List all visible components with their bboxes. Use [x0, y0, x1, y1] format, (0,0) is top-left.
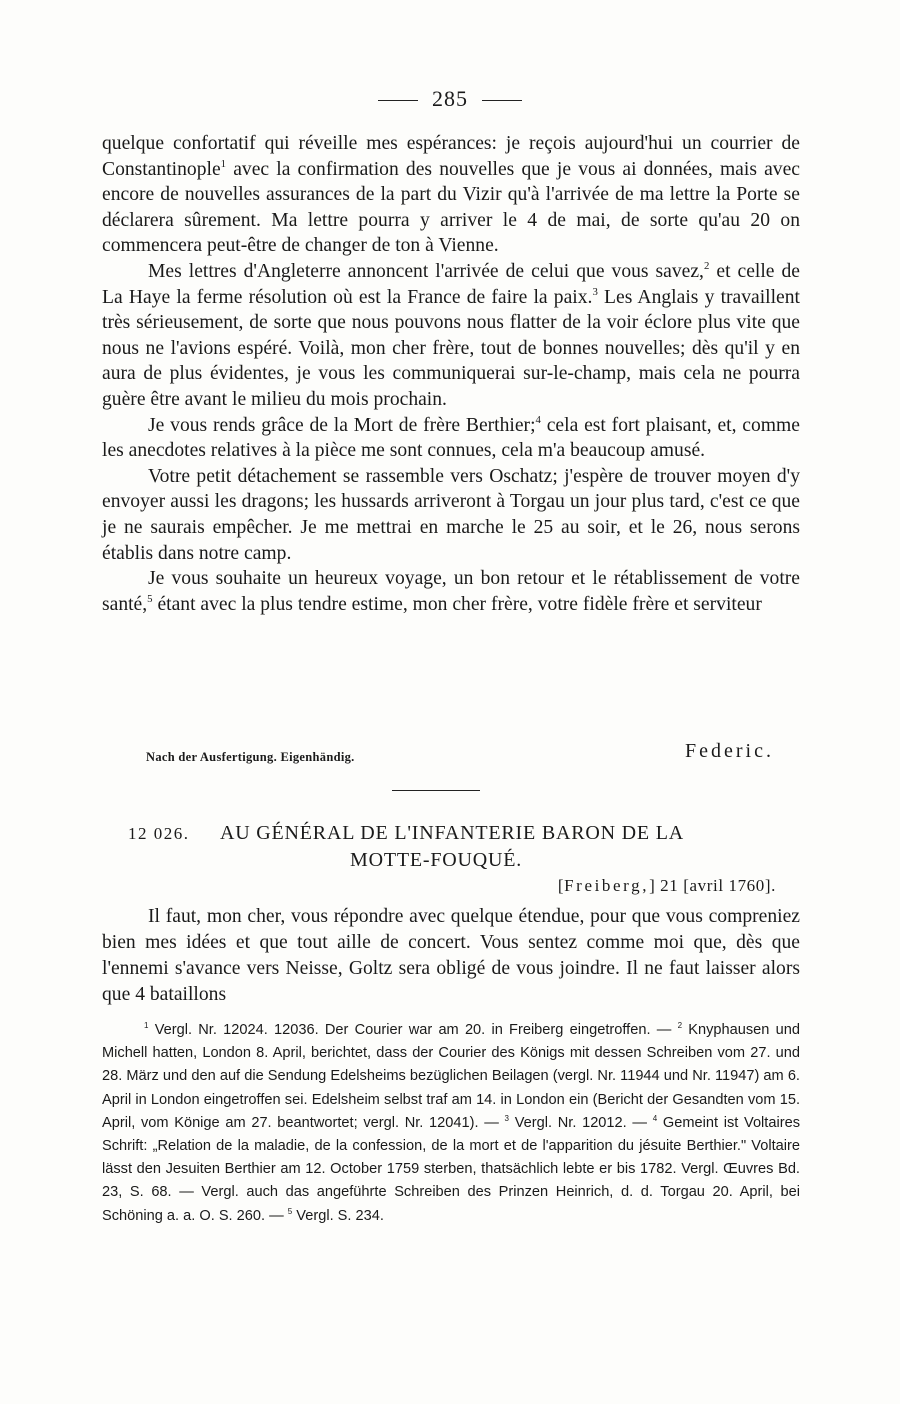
footnote-marker-3: 3: [504, 1113, 510, 1123]
footnote-marker-4: 4: [652, 1113, 658, 1123]
paragraph-4: Votre petit détachement se rassemble vers Oschatz; j'espère de trouver moyen d'y envoyer aussi les dragons; les hussards arriveront à Torgau un jour plus tard, c'est ce que je ne saurais empêcher. Je me mettrai en marche le 25 au soir, et le 26, nous serons établis dans notre camp.: [102, 465, 800, 564]
footnote-4-text: Gemeint ist Voltaires Schrift: „Relation de la maladie, de la confession, de la mort et de l'apparition du jésuite Berthier." Voltaire lässt den Jesuiten Berthier am 12. October 1759 sterben, thatsächlich lebte er bis 1782. Vergl. Œuvres Bd. 23, S. 68. — Vergl. auch das angeführte Schreiben des Prinzen Heinrich, d. d. Torgau 20. April, bei Schöning a. a. O. S. 260. —: [102, 1114, 800, 1224]
footnote-block: [102, 1019, 800, 1228]
footnote-ref-4: 4: [535, 413, 541, 426]
signature: Federic.: [685, 740, 774, 762]
paragraph-5: [102, 566, 800, 617]
letter-dateline: [558, 876, 776, 896]
footnote-2-text: Knyphausen und Michell hatten, London 8. April, berichtet, dass der Courier des Königs mit dessen Schreiben vom 27. und 28. März und den auf die Sendung Edelsheims bezüglichen Beilagen (vergl. Nr. 11944 und Nr. 11947) am 6. April in London eingetroffen sei. Edelsheim selbst traf am 14. in London ein (Bericht der Gesandten vom 15. April, vom Könige am 27. beantwortet; vergl. Nr. 12041). —: [102, 1022, 800, 1131]
paragraph-2-text-a: Mes lettres d'Angleterre annoncent l'arrivée de celui que vous savez,: [148, 260, 704, 282]
dateline-open-bracket: [: [557, 876, 565, 895]
page-number-rule-right: [482, 100, 522, 101]
footnotes: [102, 1019, 800, 1228]
page-number-rule-left: [378, 100, 418, 101]
paragraph-3-text-b: cela est fort plaisant, et, comme les anecdotes relatives à la pièce me sont connues, cela m'a beaucoup amusé.: [102, 414, 800, 462]
closing-row: [102, 740, 800, 766]
letter-number: 12 026.: [128, 824, 190, 843]
footnote-ref-5: 5: [147, 592, 153, 605]
letter-heading: [128, 820, 808, 873]
paragraph-3-text-a: Je vous rends grâce de la Mort de frère Berthier;: [148, 414, 536, 436]
dateline-place: Freiberg,: [564, 876, 650, 895]
recipient-line-2: MOTTE-FOUQUÉ.: [350, 849, 523, 871]
footnote-ref-2: 2: [703, 259, 710, 272]
source-note: Nach der Ausfertigung. Eigenhändig.: [146, 750, 355, 764]
page-number: [0, 86, 900, 112]
footnote-ref-3: 3: [592, 285, 598, 298]
dateline-date: ] 21 [avril 1760].: [649, 876, 776, 895]
paragraph-5-text-b: étant avec la plus tendre estime, mon cher frère, votre fidèle frère et serviteur: [152, 593, 762, 615]
footnote-marker-5: 5: [287, 1206, 293, 1216]
paragraph-2-text-c: Les Anglais y travaillent très sérieusement, de sorte que nous pouvons nous flatter de la voir éclore plus vite que nous ne l'avions espéré. Voilà, mon cher frère, tout de bonnes nouvelles; dès qu'il y en aura de plus évidentes, je vous les communiquerai sur-le-champ, mais cela ne pourra guère être avant le milieu du mois prochain.: [102, 286, 800, 410]
footnote-ref-1: 1: [220, 157, 227, 170]
paragraph-2: [102, 259, 800, 413]
footnote-5-text: Vergl. S. 234.: [292, 1207, 384, 1224]
footnote-1-text: Vergl. Nr. 12024. 12036. Der Courier war am 20. in Freiberg eingetroffen. —: [148, 1022, 678, 1038]
footnote-marker-2: 2: [677, 1020, 683, 1030]
footnote-marker-1: 1: [144, 1020, 149, 1030]
paragraph-5-text-a: Je vous souhaite un heureux voyage, un bon retour et le rétablissement de votre santé,: [102, 568, 800, 615]
paragraph-1-text-b: avec la confirmation des nouvelles que je vous ai données, mais avec encore de nouvelles assurances de la part du Vizir qu'à l'arrivée de ma lettre la Porte se déclarera sûrement. Ma lettre pourra y arriver le 4 de mai, de sorte qu'au 20 on commencera peut-être de changer de ton à Vienne.: [102, 158, 800, 257]
recipient-line-1: AU GÉNÉRAL DE L'INFANTERIE BARON DE LA: [220, 822, 684, 844]
letter-body: [102, 904, 800, 1008]
section-divider: [392, 790, 480, 791]
paragraph-1-text-a: quelque confortatif qui réveille mes espérances: je reçois aujourd'hui un courrier de Constantinople: [102, 133, 800, 180]
footnote-3-text: Vergl. Nr. 12012. —: [509, 1114, 653, 1131]
letter-paragraph-1: Il faut, mon cher, vous répondre avec quelque étendue, pour que vous compreniez bien mes idées et que tout aille de concert. Vous sentez comme moi que, dès que l'ennemi s'avance vers Neisse, Goltz sera obligé de vous joindre. Il ne faut laisser alors que 4 bataillons: [102, 906, 800, 1005]
page-number-text: 285: [432, 86, 468, 111]
paragraph-1: [102, 131, 800, 259]
paragraph-2-text-b: et celle de La Haye la ferme résolution où est la France de faire la paix.: [102, 260, 800, 308]
paragraph-3: [102, 413, 800, 464]
letter-continuation-text: [102, 131, 800, 617]
